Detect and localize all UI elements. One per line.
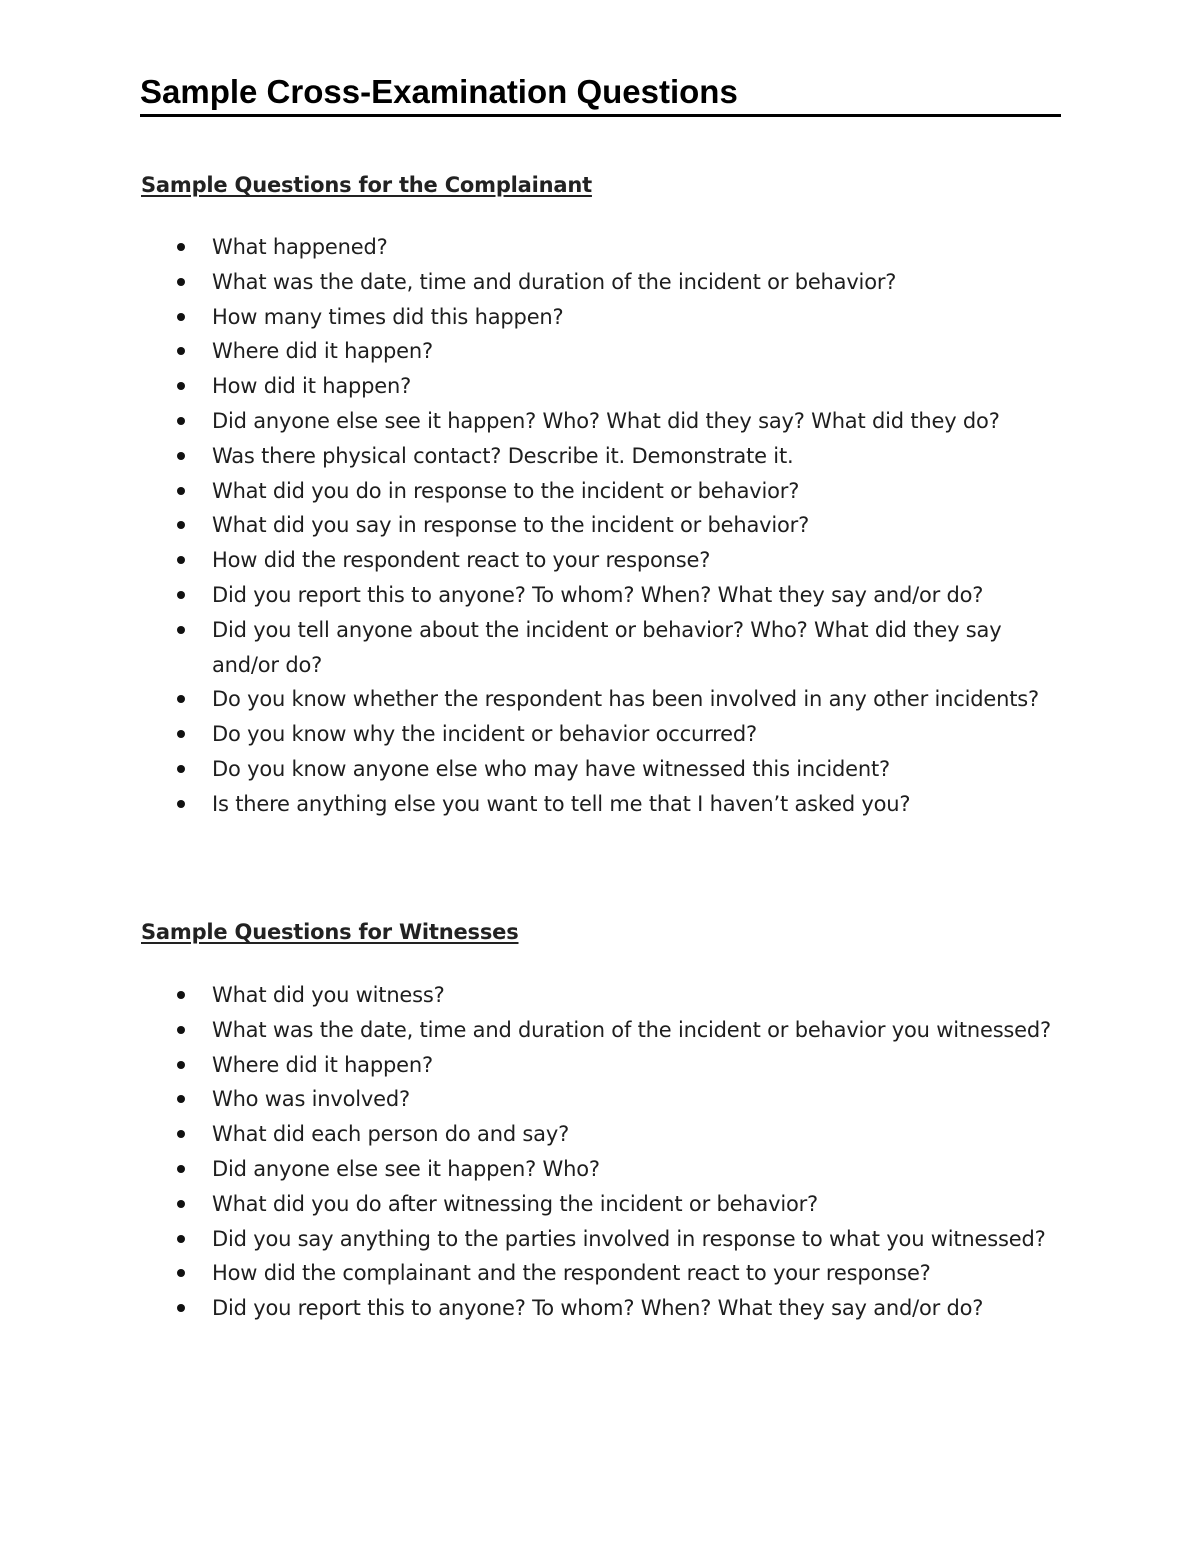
bullet-icon [177, 313, 185, 321]
bullet-icon [177, 991, 185, 999]
question-text: Did anyone else see it happen? Who? What did they say? What did they do? [212, 408, 1000, 433]
question-list [141, 230, 1071, 822]
bullet-icon [177, 1026, 185, 1034]
list-item [141, 1256, 1072, 1291]
list-item [141, 1082, 1072, 1117]
list-item [141, 1291, 1072, 1326]
list-item [141, 1152, 1072, 1187]
list-item [141, 752, 1072, 787]
question-text: What did you do after witnessing the incident or behavior? [212, 1191, 819, 1216]
section-witnesses [141, 917, 1071, 1326]
list-item [141, 265, 1072, 300]
list-item [141, 978, 1072, 1013]
list-item [141, 543, 1072, 578]
bullet-icon [177, 1304, 185, 1312]
question-text: How many times did this happen? [212, 304, 564, 329]
question-text: How did the complainant and the respondent react to your response? [212, 1261, 931, 1286]
list-item [141, 404, 1072, 439]
list-item [141, 787, 1072, 822]
question-text: What did you say in response to the incident or behavior? [212, 513, 810, 538]
question-text: What happened? [212, 235, 388, 259]
list-item [141, 682, 1072, 717]
list-item [141, 230, 1072, 265]
bullet-icon [177, 1165, 185, 1173]
bullet-icon [177, 521, 185, 529]
question-text: Did you report this to anyone? To whom? When? What they say and/or do? [212, 582, 984, 607]
section-heading: Sample Questions for Witnesses [141, 920, 519, 944]
bullet-icon [177, 417, 185, 425]
list-item [141, 1013, 1072, 1048]
page-title: Sample Cross-Examination Questions [140, 72, 1061, 117]
bullet-icon [177, 347, 185, 355]
question-list [141, 978, 1071, 1326]
list-item [141, 1117, 1072, 1152]
question-text: Is there anything else you want to tell me that I haven’t asked you? [212, 791, 911, 816]
list-item [141, 1048, 1072, 1083]
list-item [141, 1187, 1072, 1222]
question-text: Did you tell anyone about the incident or behavior? Who? What did they say and/or do? [212, 617, 1002, 677]
bullet-icon [177, 382, 185, 390]
question-text: How did it happen? [212, 374, 412, 399]
bullet-icon [177, 765, 185, 773]
bullet-icon [177, 452, 185, 460]
list-item [141, 578, 1072, 613]
bullet-icon [177, 730, 185, 738]
bullet-icon [177, 1235, 185, 1243]
question-text: What did you do in response to the incident or behavior? [212, 478, 800, 503]
list-item [141, 1222, 1072, 1257]
question-text: What did you witness? [212, 983, 445, 1007]
bullet-icon [177, 1061, 185, 1069]
bullet-icon [177, 556, 185, 564]
bullet-icon [177, 800, 185, 808]
bullet-icon [177, 695, 185, 703]
list-item [141, 439, 1072, 474]
question-text: How did the respondent react to your response? [212, 548, 711, 573]
question-text: What did each person do and say? [212, 1122, 570, 1147]
question-text: Do you know anyone else who may have witnessed this incident? [212, 756, 890, 781]
list-item [141, 334, 1072, 369]
section-complainant [141, 170, 1071, 822]
question-text: Was there physical contact? Describe it. Demonstrate it. [212, 443, 794, 468]
question-text: Who was involved? [212, 1087, 410, 1112]
bullet-icon [177, 1269, 185, 1277]
question-text: What was the date, time and duration of the incident or behavior you witnessed? [212, 1017, 1051, 1042]
list-item [141, 369, 1072, 404]
question-text: What was the date, time and duration of the incident or behavior? [212, 269, 897, 294]
question-text: Did you say anything to the parties involved in response to what you witnessed? [212, 1226, 1046, 1251]
bullet-icon [177, 243, 185, 251]
list-item [141, 474, 1072, 509]
bullet-icon [177, 1130, 185, 1138]
question-text: Do you know whether the respondent has been involved in any other incidents? [212, 687, 1039, 712]
list-item [141, 613, 1072, 683]
bullet-icon [177, 1200, 185, 1208]
question-text: Did anyone else see it happen? Who? [212, 1156, 600, 1181]
bullet-icon [177, 591, 185, 599]
bullet-icon [177, 278, 185, 286]
list-item [141, 300, 1072, 335]
bullet-icon [177, 487, 185, 495]
list-item [141, 717, 1072, 752]
section-heading: Sample Questions for the Complainant [141, 173, 592, 197]
list-item [141, 508, 1072, 543]
bullet-icon [177, 1095, 185, 1103]
question-text: Where did it happen? [212, 339, 433, 364]
question-text: Where did it happen? [212, 1052, 433, 1077]
question-text: Did you report this to anyone? To whom? When? What they say and/or do? [212, 1296, 984, 1321]
bullet-icon [177, 626, 185, 634]
question-text: Do you know why the incident or behavior occurred? [212, 722, 757, 747]
